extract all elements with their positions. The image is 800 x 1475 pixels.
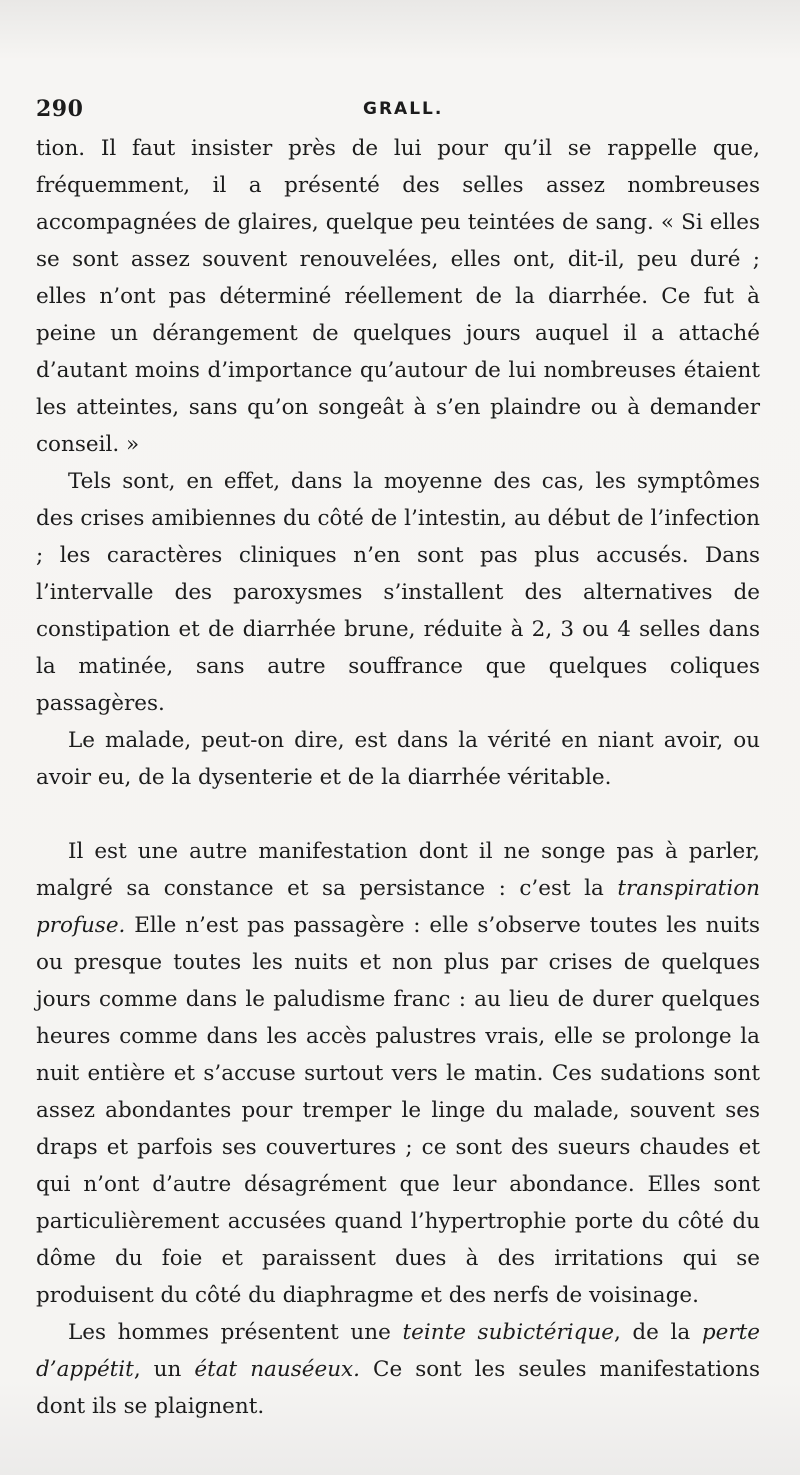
text-segment: , de la [613,1320,702,1345]
paragraph [36,130,760,463]
text-segment: Elle n’est pas passagère : elle s’observe toutes les nuits ou presque toutes les nuits et non plus par crises de quelques jours comme dans le paludisme franc : au lieu de durer quelques heures comme dans les accès palustres vrais, elle se prolonge la nuit entière et s’accuse surtout vers le matin. Ces sudations sont assez abondantes pour tremper le linge du malade, souvent ses draps et parfois ses couvertures ; ce sont des sueurs chaudes et qui n’ont d’autre désagrément que leur abondance. Elles sont particulièrement accusées quand l’hypertrophie porte du côté du dôme du foie et paraissent dues à des irritations qui se produisent du côté du diaphragme et des nerfs de voisinage. [36,913,760,1308]
text-segment: Les hommes présentent une [68,1320,403,1345]
text-segment: tion. Il faut insister près de lui pour qu’il se rappelle que, fréquemment, il a présenté des selles assez nombreuses accompagnées de glaires, quelque peu teintées de sang. « Si elles se sont assez souvent renouvelées, elles ont, dit-il, peu duré ; elles n’ont pas déterminé réellement de la diarrhée. Ce fut à peine un dérangement de quelques jours auquel il a attaché d’autant moins d’importance qu’autour de lui nombreuses étaient les atteintes, sans qu’on songeât à s’en plaindre ou à demander conseil. » [36,136,760,457]
page-header [36,96,760,128]
italic-term: état nauséeux. [194,1357,361,1382]
text-segment: Il est une autre manifestation dont il ne songe pas à parler, malgré sa constance et sa persistance : c’est la [36,839,760,901]
paragraph [36,833,760,1314]
paragraph [36,722,760,796]
text-segment: , un [133,1357,195,1382]
italic-term: teinte subictérique [402,1320,614,1345]
text-segment: Ce sont les seules manifestations dont ils se plaignent. [36,1357,760,1419]
body-text [36,130,760,1425]
italic-term: perte d’appétit [36,1320,760,1382]
text-segment: Tels sont, en effet, dans la moyenne des cas, les symptômes des crises amibiennes du côté de l’intestin, au début de l’infection ; les caractères cliniques n’en sont pas plus accusés. Dans l’intervalle des paroxysmes s’installent des alternatives de constipation et de diarrhée brune, réduite à 2, 3 ou 4 selles dans la matinée, sans autre souffrance que quelques coliques passagères. [36,469,760,716]
running-head: GRALL. [363,99,444,119]
paragraph [36,1314,760,1425]
italic-term: transpiration profuse. [36,876,760,938]
paragraph [36,463,760,722]
page-number: 290 [36,96,84,122]
text-segment: Le malade, peut-on dire, est dans la vérité en niant avoir, ou avoir eu, de la dysenterie et de la diarrhée véritable. [36,728,760,790]
